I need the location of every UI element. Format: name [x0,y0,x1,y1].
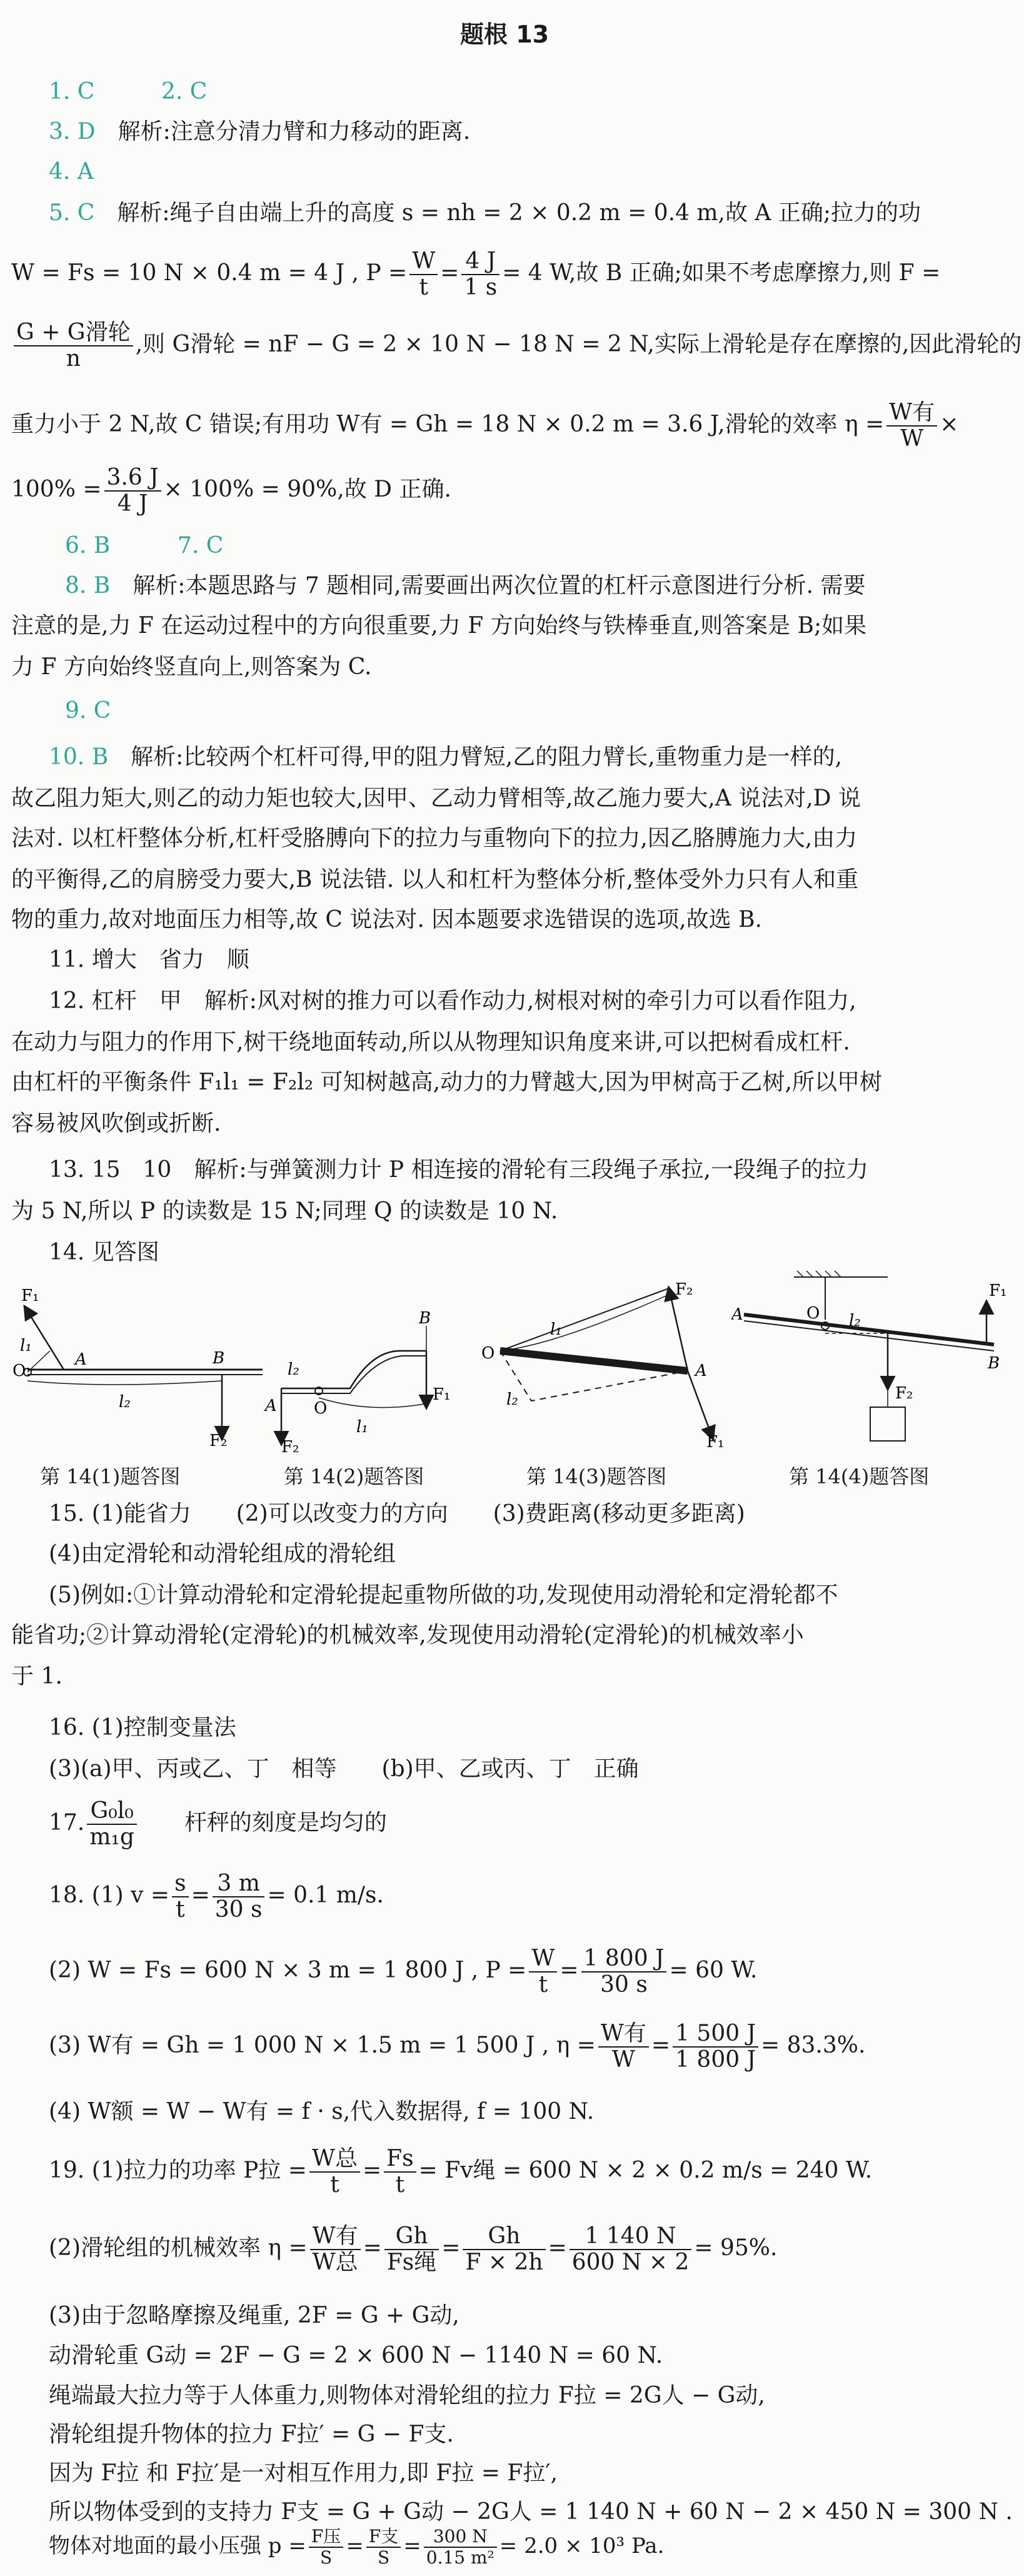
fraction-num: F压 [309,2527,343,2548]
fraction-num: F支 [366,2527,401,2548]
answer-18-text-2a: (2) W = Fs = 600 N × 3 m = 1 800 J , P = [49,1957,527,1983]
fraction-num: 300 N [424,2527,497,2548]
fraction-num: 1 500 J [673,2021,758,2048]
figure-14-4 [731,1263,1006,1451]
fraction-num: 3 m [213,1871,265,1897]
fig4-label-l2: l₂ [849,1311,861,1330]
fig2-label-b: B [419,1309,431,1328]
fig2-label-o: O [314,1399,328,1418]
fig3-label-l1: l₁ [550,1320,562,1339]
answer-2: 2. C [161,79,208,104]
figure-caption-4: 第 14(4)题答图 [789,1465,930,1488]
answer-18-text-1a: 18. (1) v = [49,1882,170,1908]
answer-19-line-2: (2)滑轮组的机械效率 η = W有 W总 = Gh Fs绳 = $\frac{Gh}{F \times 2h}$ = $\frac{1 140 N}{600 N \times 2}$ = 95%. [49,2223,778,2275]
answer-18-line-4: (4) W额 = W − W有 = f · s,代入数据得, f = 100 N. [49,2099,595,2124]
fraction-den: t [176,1897,185,1922]
fraction-den: 1 s [464,275,498,300]
fraction-den: 0.15 m² [426,2547,494,2568]
fraction-num: 4 J [461,249,499,275]
answer-5-text-4: 重力小于 2 N,故 C 错误;有用功 W有 = Gh = 18 N × 0.2 m = 3.6 J,滑轮的效率 η = [11,412,885,437]
fraction-gh-fs [384,2224,439,2275]
fraction-den: S [320,2547,333,2568]
answer-18-text-1b: = 0.1 m/s. [267,1882,384,1908]
fraction-1140-600 [570,2224,692,2275]
fraction-w-t [409,249,438,300]
answer-5: 5. C [49,200,95,226]
fraction-den: Fs绳 [386,2250,437,2275]
fraction-num: 3.6 J [104,465,161,492]
answer-19-text-9a: 物体对地面的最小压强 p = [49,2533,306,2558]
answer-15-line-4: 能省功;②计算动滑轮(定滑轮)的机械效率,发现使用动滑轮(定滑轮)的机械效率小 [11,1622,804,1648]
answer-5-text-2b: = 4 W,故 B 正确;如果不考虑摩擦力,则 F = [502,260,941,286]
fraction-1800-30 [581,1946,667,1998]
fraction-den: W [611,2047,635,2073]
answer-6: 6. B [65,533,111,558]
fig1-label-b: B [213,1349,225,1368]
fig2-label-f2: F₂ [281,1438,299,1457]
answer-16-line-1: 16. (1)控制变量法 [49,1715,236,1740]
fraction-den: F × 2h [465,2250,543,2275]
answer-13-line-2: 为 5 N,所以 P 的读数是 15 N;同理 Q 的读数是 10 N. [11,1198,558,1224]
fraction-4j-1s [461,249,499,300]
answer-10-line-4: 的平衡得,乙的肩膀受力要大,B 说法错. 以人和杠杆为整体分析,整体受外力只有人和重 [11,867,859,892]
answer-15-line-5: 于 1. [11,1664,63,1689]
answer-10-text-1: 解析:比较两个杠杆可得,甲的阻力臂短,乙的阻力臂长,重物重力是一样的, [131,744,843,770]
answer-3: 3. D [49,119,96,144]
fraction-w-t-2 [529,1946,557,1998]
answer-7: 7. C [178,533,224,558]
figure-14-3 [481,1270,731,1451]
answer-17-line [49,1799,387,1850]
page-title: 题根 13 [460,21,550,48]
fraction-den: 4 J [117,491,148,517]
answer-10-line-2: 故乙阻力矩大,则乙的动力矩也较大,因甲、乙动力臂相等,故乙施力要大,A 说法对,D 说 [11,785,861,811]
fraction-num: W总 [309,2146,360,2173]
fig3-label-f2: F₂ [675,1280,693,1299]
fig1-label-a: A [75,1350,87,1369]
fig1-label-f1: F₁ [21,1286,39,1305]
fig2-label-f1: F₁ [433,1385,451,1404]
fig3-label-f1: F₁ [706,1433,725,1451]
fraction-num: Gh [463,2224,545,2250]
fraction-den: t [538,1972,548,1998]
fraction-num: G₀l₀ [87,1799,137,1825]
answer-19-text-9b: = 2.0 × 10³ Pa. [499,2533,665,2558]
fig4-label-b: B [988,1354,1000,1373]
fraction-36-4 [104,465,161,517]
answer-11: 11. 增大 省力 顺 [49,947,249,972]
figure-14-1 [13,1282,275,1451]
fig3-label-o: O [481,1344,495,1363]
answer-19-line-9: 物体对地面的最小压强 p = F压 S = F支 S = $\frac{300 N}{\text{0.15 m²}}$ = 2.0 × 10³ Pa. [49,2526,665,2568]
answer-19-line-8: 所以物体受到的支持力 F支 = G + G动 − 2G人 = 1 140 N + 60 N − 2 × 450 N = 300 N . [49,2499,1013,2525]
fraction-den: W总 [312,2250,358,2275]
answer-12-line-4: 容易被风吹倒或折断. [11,1111,221,1136]
answer-5-text-1: 解析:绳子自由端上升的高度 s = nh = 2 × 0.2 m = 0.4 m,故 A 正确;拉力的功 [117,200,921,226]
answer-17-text: 杆秤的刻度是均匀的 [184,1810,387,1836]
answer-16-line-2: (3)(a)甲、丙或乙、丁 相等 (b)甲、乙或丙、丁 正确 [49,1756,639,1782]
answer-17-number: 17. [49,1810,85,1836]
answer-5-line-1 [49,199,921,228]
fraction-num: W有 [310,2224,361,2250]
fraction-num: G + G滑轮 [14,320,133,346]
answer-5-text-2a: W = Fs = 10 N × 0.4 m = 4 J , P = [11,260,408,286]
fig4-label-a: A [731,1305,743,1324]
figure-caption-3: 第 14(3)题答图 [526,1465,667,1488]
fig1-label-f2: F₂ [209,1432,228,1450]
answer-19-text-2a: (2)滑轮组的机械效率 η = [49,2235,308,2261]
fraction-den: 1 800 J [675,2047,756,2073]
answer-10-line-1 [49,743,842,772]
answer-18-line-1: 18. (1) v = $\frac{s}{t}$ = $\frac{3 m}{30 s}$ = 0.1 m/s. [49,1871,384,1922]
answer-3-explanation: 解析:注意分清力臂和力移动的距离. [118,119,471,144]
answer-1: 1. C [49,79,95,104]
fig4-label-f2: F₂ [895,1384,913,1403]
fraction-1500-1800 [673,2021,758,2073]
answer-3-line [49,118,470,146]
fraction-gh-f2h [463,2224,545,2275]
fig2-label-a: A [265,1397,277,1415]
fraction-s-t [172,1871,188,1922]
fraction-num: W有 [598,2021,649,2048]
fraction-fz-s [366,2527,401,2568]
answer-9: 9. C [65,698,111,724]
answer-19-line-7: 因为 F拉 和 F拉′是一对相互作用力,即 F拉 = F拉′, [49,2460,558,2486]
fraction-num: 1 800 J [581,1946,667,1972]
answer-5-line-5: 100% = $\frac{3.6 J}{4 J}$ × 100% = 90%,故 D 正确. [11,465,451,517]
fraction-den: 30 s [214,1897,263,1922]
answer-15-line-2: (4)由定滑轮和动滑轮组成的滑轮组 [49,1541,396,1567]
fraction-den: 600 N × 2 [571,2250,690,2275]
answer-18-line-3: (3) W有 = Gh = 1 000 N × 1.5 m = 1 500 J , η = W有 W = $\frac{1 500 J}{1 800 J}$ = 83.3%. [49,2021,866,2073]
fig4-label-f1: F₁ [989,1281,1006,1300]
fraction-num: Gh [384,2224,439,2250]
fraction-den: n [66,346,81,371]
fraction-num: W [409,249,438,275]
answer-12-line-1: 12. 杠杆 甲 解析:风对树的推力可以看作动力,树根对树的牵引力可以看作阻力, [49,988,856,1014]
fig3-label-a: A [695,1361,707,1380]
figure-caption-1: 第 14(1)题答图 [40,1465,181,1488]
fraction-num: Fs [384,2146,416,2173]
answer-8: 8. B [65,573,111,599]
answer-18-text-2b: = 60 W. [669,1957,758,1983]
fraction-den: W [900,426,924,452]
fraction-wz-t [309,2146,360,2198]
answer-19-line-3: (3)由于忽略摩擦及绳重, 2F = G + G动, [49,2303,459,2328]
answer-5-text-3: ,则 G滑轮 = nF − G = 2 × 10 N − 18 N = 2 N,实际上滑轮是存在摩擦的,因此滑轮的 [135,331,1022,357]
fig2-label-l2: l₂ [288,1360,299,1379]
fig4-label-o: O [806,1304,820,1323]
answer-15-line-3: (5)例如:①计算动滑轮和定滑轮提起重物所做的功,发现使用动滑轮和定滑轮都不 [49,1582,838,1608]
answer-12-line-2: 在动力与阻力的作用下,树干绕地面转动,所以从物理知识角度来讲,可以把树看成杠杆. [11,1029,850,1055]
answer-10-line-5: 物的重力,故对地面压力相等,故 C 说法对. 因本题要求选错误的选项,故选 B. [11,907,762,932]
figure-14-2 [263,1288,469,1457]
fraction-den: S [377,2547,390,2568]
answer-8-line-1 [65,572,866,600]
fig2-label-l1: l₁ [356,1418,368,1437]
fraction-fy-s [309,2527,343,2568]
fraction-3m-30s [213,1871,265,1922]
fraction-num: 1 140 N [570,2224,692,2250]
answer-8-line-3: 力 F 方向始终竖直向上,则答案为 C. [11,654,372,680]
answer-18-text-3a: (3) W有 = Gh = 1 000 N × 1.5 m = 1 500 J , η = [49,2033,596,2058]
answer-19-line-5: 绳端最大拉力等于人体重力,则物体对滑轮组的拉力 F拉 = 2G人 − G动, [49,2383,765,2408]
answer-14: 14. 见答图 [49,1240,159,1265]
answer-10: 10. B [49,744,109,770]
answer-10-line-3: 法对. 以杠杆整体分析,杠杆受胳膊向下的拉力与重物向下的拉力,因乙胳膊施力大,由力 [11,826,858,851]
answer-19-text-2b: = 95%. [694,2235,778,2261]
answer-19-text-1a: 19. (1)拉力的功率 P拉 = [49,2158,307,2183]
answer-12-line-3: 由杠杆的平衡条件 F₁l₁ = F₂l₂ 可知树越高,动力的力臂越大,因为甲树高于乙树,所以甲树 [11,1069,882,1095]
answer-5-line-2: W = Fs = 10 N × 0.4 m = 4 J , P = $\frac{W}{t}$ = $\frac{4 J}{1 s}$ = 4 W,故 B 正确;如果不考虑摩擦力,则 F = [11,248,941,300]
answer-8-line-2: 注意的是,力 F 在运动过程中的方向很重要,力 F 方向始终与铁棒垂直,则答案是 B;如果 [11,613,867,639]
fraction-num: W [529,1946,557,1972]
figure-caption-2: 第 14(2)题答图 [284,1465,424,1488]
answer-5-text-5: × 100% = 90%,故 D 正确. [163,477,451,502]
fraction-g0l0 [87,1799,137,1850]
answer-19-line-4: 动滑轮重 G动 = 2F − G = 2 × 600 N − 1140 N = 60 N. [49,2343,663,2368]
fraction-w-w [886,400,937,452]
fraction-num: W有 [886,400,937,427]
answer-19-line-6: 滑轮组提升物体的拉力 F拉′ = G − F支. [49,2422,454,2447]
fraction-wy-wz [310,2224,361,2275]
fig1-label-l2: l₂ [119,1393,131,1412]
answer-5-line-4: 重力小于 2 N,故 C 错误;有用功 W有 = Gh = 18 N × 0.2 m = 3.6 J,滑轮的效率 η = W有 W × [11,400,959,452]
fraction-den: t [330,2172,339,2198]
fig3-label-l2: l₂ [506,1390,518,1409]
answer-19-text-1b: = Fv绳 = 600 N × 2 × 0.2 m/s = 240 W. [418,2158,873,2183]
fraction-den: t [419,275,428,300]
fraction-wy-w [598,2021,649,2073]
fig1-label-l1: l₁ [20,1336,32,1355]
fraction-300-015 [424,2527,497,2568]
answer-13-line-1: 13. 15 10 解析:与弹簧测力计 P 相连接的滑轮有三段绳子承拉,一段绳子的拉力 [49,1157,868,1183]
fraction-den: m₁g [89,1824,134,1850]
answer-15-line-1: 15. (1)能省力 (2)可以改变力的方向 (3)费距离(移动更多距离) [49,1501,745,1527]
answer-19-line-1: 19. (1)拉力的功率 P拉 = W总 t = $\frac{Fs}{t}$ = Fv绳 = 600 N × 2 × 0.2 m/s = 240 W. [49,2146,873,2198]
fraction-g-n [14,320,133,371]
fraction-num: s [172,1871,188,1897]
fraction-den: t [395,2172,405,2198]
answer-4: 4. A [49,159,94,184]
fraction-den: 30 s [600,1972,648,1998]
answer-5-line-3 [11,320,1021,371]
answer-18-text-3b: = 83.3%. [761,2033,866,2058]
fraction-fs-t [384,2146,416,2198]
answer-8-text-1: 解析:本题思路与 7 题相同,需要画出两次位置的杠杆示意图进行分析. 需要 [133,573,866,599]
fig1-label-o: O [13,1361,26,1380]
answer-18-line-2: (2) W = Fs = 600 N × 3 m = 1 800 J , P = $\frac{W}{t}$ = $\frac{1 800 J}{30 s}$ = 60 W. [49,1946,758,1998]
